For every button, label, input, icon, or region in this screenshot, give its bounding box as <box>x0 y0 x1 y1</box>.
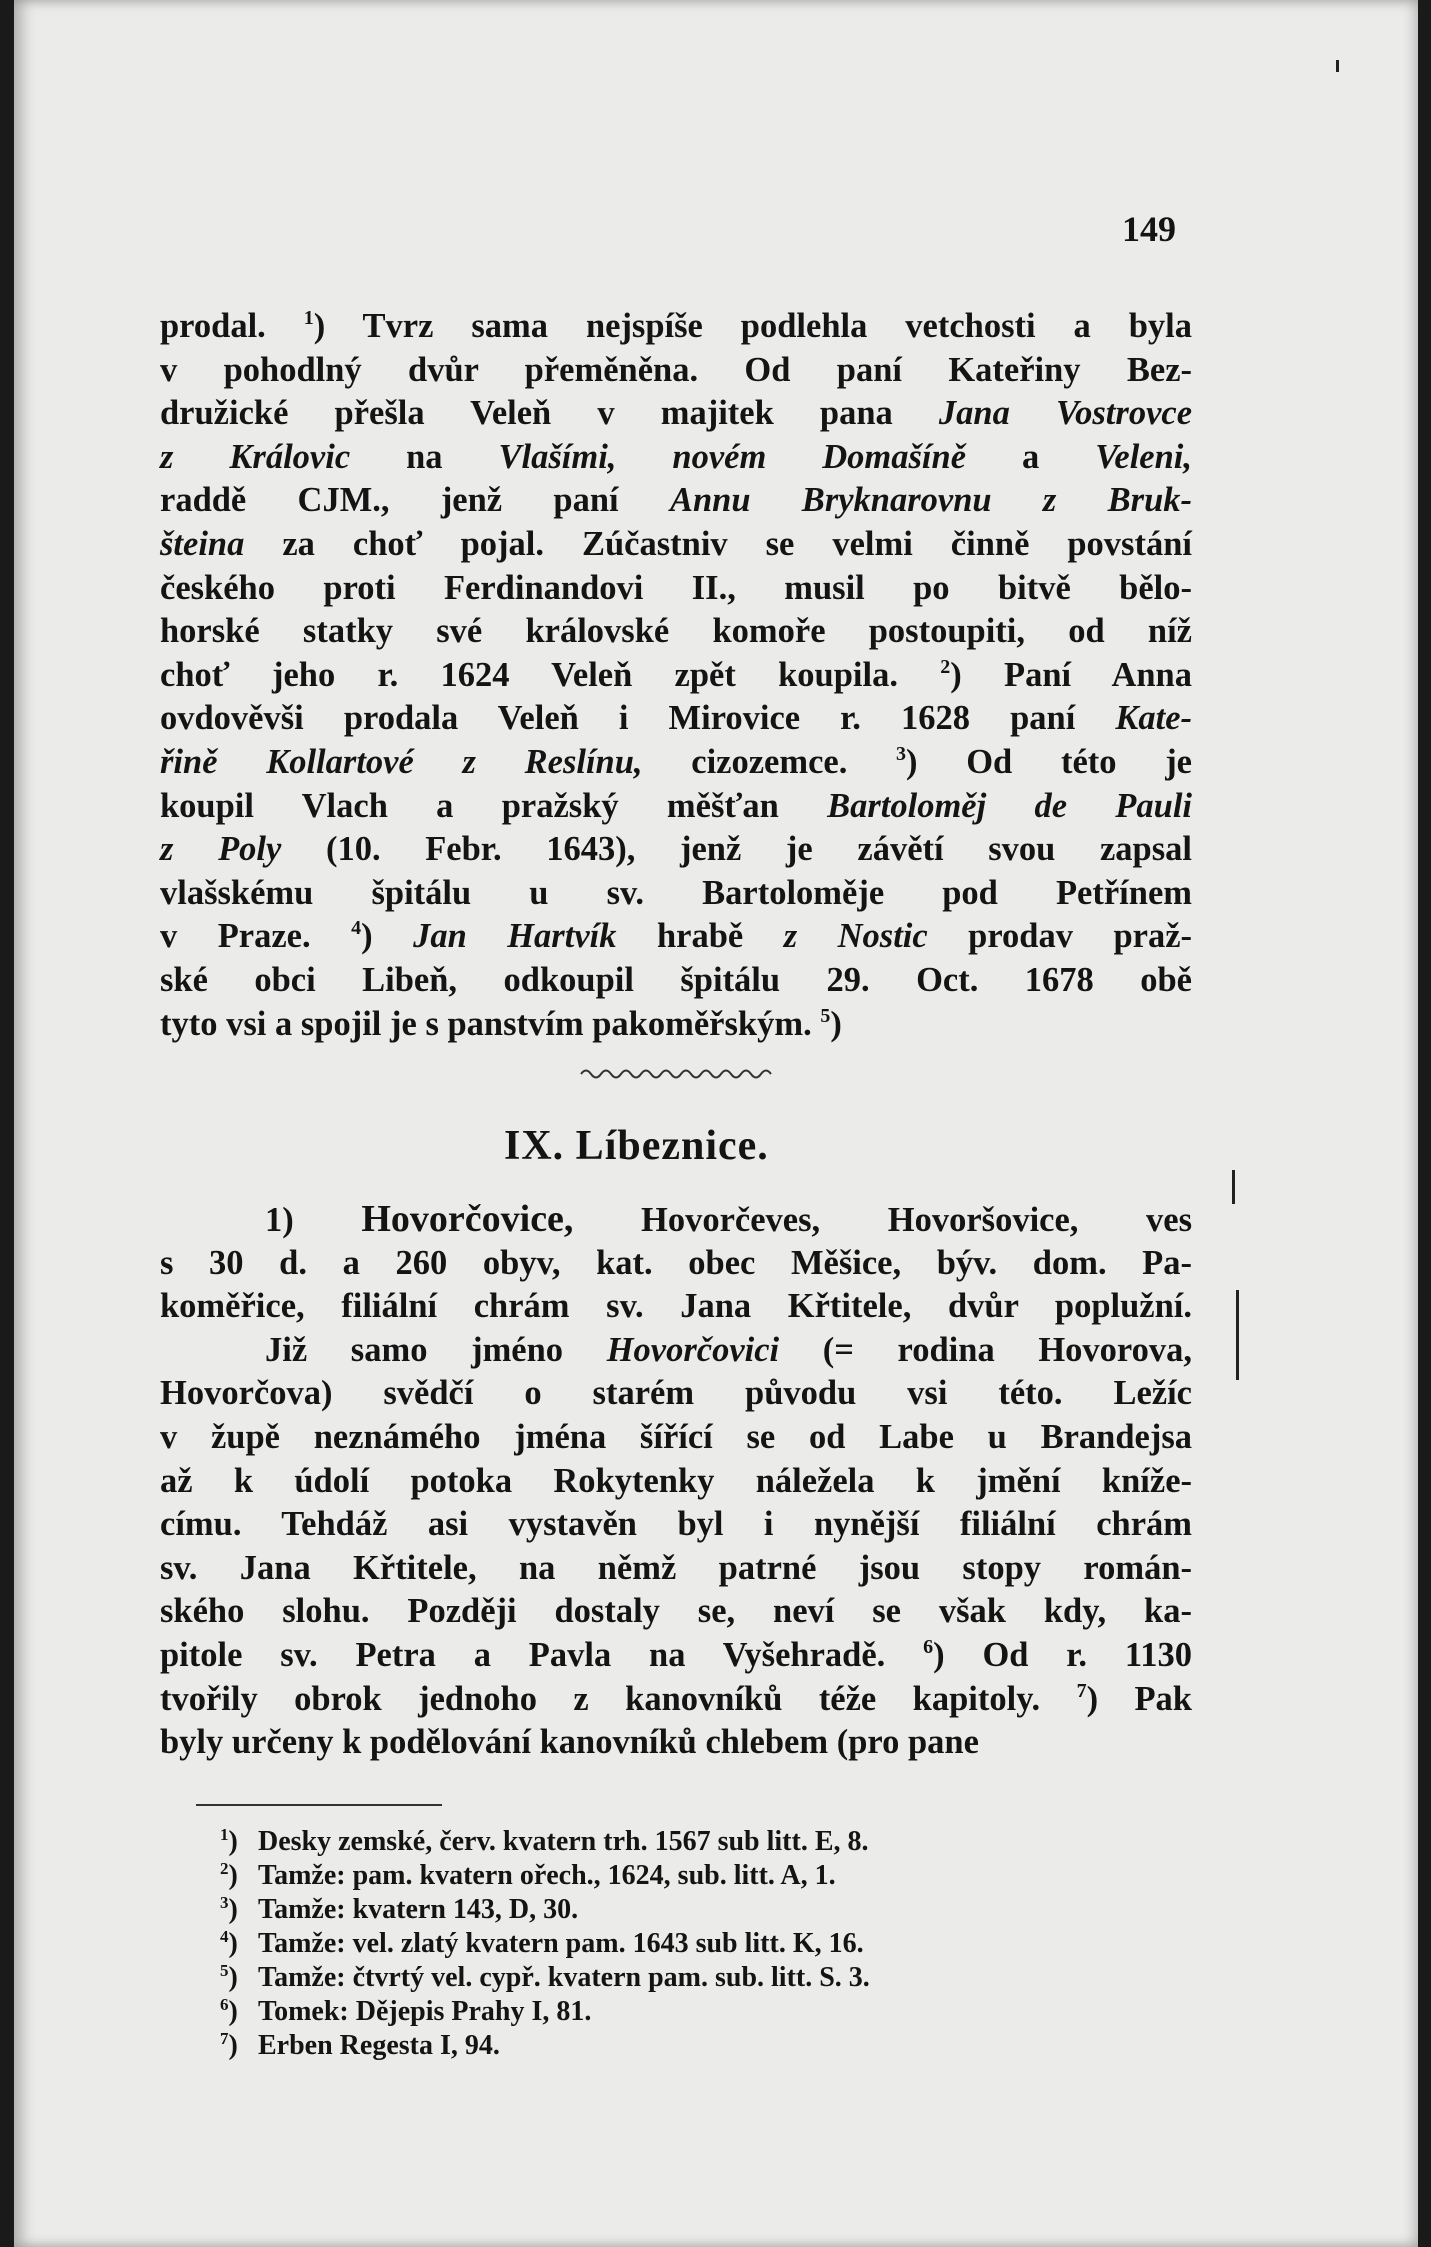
footnote-text: Tamže: vel. zlatý kvatern pam. 1643 sub litt. K, 16. <box>258 1928 864 1959</box>
text-run: na <box>350 437 499 476</box>
text-run: pitole sv. Petra a Pavla na Vyšehradě. <box>160 1635 924 1674</box>
footnote-ref: 4 <box>351 917 362 940</box>
text-run: v župě neznámého jména šířící se od Labe u Brandejsa <box>160 1417 1192 1456</box>
footnote-mark: $^5$) <box>220 1961 238 1993</box>
footnote-text: Erben Regesta I, 94. <box>258 2030 500 2061</box>
margin-mark <box>1336 60 1339 72</box>
text-run: s 30 d. a 260 obyv, kat. obec Měšice, býv. dom. Pa- <box>160 1243 1192 1282</box>
text-line <box>160 1198 1192 1242</box>
italic-name: řině Kollartové z Reslínu, <box>160 742 643 781</box>
text-run: choť jeho r. 1624 Veleň zpět koupila. <box>160 655 941 694</box>
text-line <box>160 1003 1192 1047</box>
text-line <box>160 523 1192 567</box>
text-line <box>160 1590 1192 1634</box>
text-run: družické přešla Veleň v majitek pana <box>160 394 939 433</box>
footnote-number: 5 <box>220 1961 229 1980</box>
footnote-text: Desky zemské, červ. kvatern trh. 1567 sub litt. E, 8. <box>258 1826 869 1857</box>
text-line <box>160 1372 1192 1416</box>
text-line <box>160 305 1192 349</box>
text-run: Již samo jméno <box>265 1330 607 1369</box>
text-run: tvořily obrok jednoho z kanovníků téže kapitoly. <box>160 1679 1077 1718</box>
text-line <box>160 479 1192 523</box>
footnote <box>220 1859 1120 1893</box>
margin-mark <box>1236 1290 1239 1380</box>
text-run: Hovorčova) svědčí o starém původu vsi této. Ležíc <box>160 1374 1192 1413</box>
text-run: ovdověvši prodala Veleň i Mirovice r. 1628 paní <box>160 699 1116 738</box>
footnote-text: Tamže: kvatern 143, D, 30. <box>258 1894 579 1925</box>
text-run: v pohodlný dvůr přeměněna. Od paní Kateřiny Bez- <box>160 350 1192 389</box>
footnote-number: 2 <box>220 1859 229 1878</box>
footnote <box>220 1995 1120 2029</box>
italic-name: Vlašími, novém Domašíně <box>498 437 967 476</box>
footnote <box>220 1893 1120 1927</box>
footnote-ref: 3 <box>896 742 907 765</box>
text-run: ) Od r. 1130 <box>933 1635 1192 1674</box>
footnote-mark: $^2$) <box>220 1859 238 1891</box>
text-line <box>160 828 1192 872</box>
text-run: hrabě <box>616 917 784 956</box>
italic-name: Annu Bryknarovnu z Bruk- <box>669 481 1192 520</box>
footnote-text: Tomek: Dějepis Prahy I, 81. <box>258 1996 592 2027</box>
footnote <box>220 2029 1120 2063</box>
italic-name: z Nostic <box>783 917 928 956</box>
italic-name: z Poly <box>160 830 282 869</box>
text-line <box>160 1503 1192 1547</box>
section-heading: IX. Líbeznice. <box>504 1123 769 1169</box>
footnote-number: 7 <box>220 2029 229 2048</box>
text-run: horské statky své královské komoře postoupiti, od níž <box>160 612 1192 651</box>
footnote <box>220 1961 1120 1995</box>
text-line <box>160 567 1192 611</box>
text-run: sv. Jana Křtitele, na němž patrné jsou stopy román- <box>160 1548 1192 1587</box>
text-run: prodav praž- <box>927 917 1193 956</box>
italic-name: Jana Vostrovce <box>938 394 1193 433</box>
text-run: českého proti Ferdinandovi II., musil po bitvě bělo- <box>160 568 1192 607</box>
text-run: 1) <box>265 1201 362 1239</box>
text-line <box>160 697 1192 741</box>
italic-name: Veleni, <box>1095 437 1192 476</box>
footnote-ref: 7 <box>1076 1679 1087 1702</box>
page-number: 149 <box>1122 209 1176 249</box>
text-run: až k údolí potoka Rokytenky náležela k jmění kníže- <box>160 1461 1192 1500</box>
body-paragraph <box>160 305 1192 1046</box>
footnote-ref: 6 <box>923 1635 934 1658</box>
text-line <box>160 1285 1192 1329</box>
text-run: za choť pojal. Zúčastniv se velmi činně povstání <box>244 524 1192 563</box>
text-line <box>160 392 1192 436</box>
footnote <box>220 1927 1120 1961</box>
text-run: raddě CJM., jenž paní <box>160 481 670 520</box>
footnote-ref: 2 <box>940 655 951 678</box>
text-line <box>160 741 1192 785</box>
text-run: a <box>966 437 1096 476</box>
text-run: ) Paní Anna <box>950 655 1192 694</box>
text-line <box>160 915 1192 959</box>
italic-name: Hovorčovici <box>606 1330 780 1369</box>
book-page <box>14 0 1418 2247</box>
footnotes <box>220 1825 1120 2063</box>
footnote-mark: $^3$) <box>220 1893 238 1925</box>
footnote-mark: $^6$) <box>220 1995 238 2027</box>
text-run: (= rodina Hovorova, <box>779 1330 1192 1369</box>
text-run: koměřice, filiální chrám sv. Jana Křtitele, dvůr poplužní. <box>160 1287 1192 1326</box>
ornament-divider <box>579 1063 779 1085</box>
text-run: v Praze. <box>160 917 352 956</box>
text-line <box>160 1242 1192 1286</box>
text-line <box>160 785 1192 829</box>
text-run: ské obci Libeň, odkoupil špitálu 29. Oct. 1678 obě <box>160 960 1192 999</box>
text-line <box>160 436 1192 480</box>
text-run: ) Od této je <box>906 742 1192 781</box>
text-run: prodal. <box>160 307 304 345</box>
footnote-number: 6 <box>220 1995 229 2014</box>
text-line <box>160 1416 1192 1460</box>
footnote-mark: $^7$) <box>220 2029 238 2061</box>
text-line <box>160 1460 1192 1504</box>
footnote-text: Tamže: čtvrtý vel. cypř. kvatern pam. sub. litt. S. 3. <box>258 1962 870 1993</box>
text-run: címu. Tehdáž asi vystavěn byl i nynější filiální chrám <box>160 1505 1192 1544</box>
footnote-ref: 1 <box>303 307 314 329</box>
text-line <box>160 654 1192 698</box>
text-run: ) Pak <box>1086 1679 1192 1718</box>
text-line <box>160 610 1192 654</box>
margin-mark <box>1232 1170 1235 1204</box>
footnote <box>220 1825 1120 1859</box>
italic-name: šteina <box>160 524 245 563</box>
text-line <box>160 1547 1192 1591</box>
footnote-divider <box>196 1804 442 1806</box>
footnote-number: 3 <box>220 1893 229 1912</box>
footnote-mark: $^1$) <box>220 1825 238 1857</box>
text-run: koupil Vlach a pražský měšťan <box>160 786 828 825</box>
text-run: byly určeny k podělování kanovníků chlebem (pro pane <box>160 1723 979 1762</box>
text-line <box>160 872 1192 916</box>
text-run: ) Tvrz sama nejspíše podlehla vetchosti a byla <box>313 307 1192 345</box>
entry-title: Hovorčovice, <box>361 1198 574 1240</box>
text-run: (10. Febr. 1643), jenž je závětí svou zapsal <box>281 830 1193 869</box>
text-run: ) <box>361 917 414 956</box>
text-run: tyto vsi a spojil je s panstvím pakoměřským. <box>160 1004 821 1043</box>
italic-name: Bartoloměj de Pauli <box>827 786 1192 825</box>
text-line <box>160 1678 1192 1722</box>
footnote-number: 1 <box>220 1825 229 1844</box>
footnote-text: Tamže: pam. kvatern ořech., 1624, sub. litt. A, 1. <box>258 1860 836 1891</box>
text-run: cizozemce. <box>642 742 897 781</box>
footnote-mark: $^4$) <box>220 1927 238 1959</box>
text-line <box>160 959 1192 1003</box>
text-run: ského slohu. Později dostaly se, neví se však kdy, ka- <box>160 1592 1192 1631</box>
footnote-number: 4 <box>220 1927 229 1946</box>
text-line <box>160 1329 1192 1373</box>
text-line <box>160 1721 1192 1765</box>
text-run: vlašskému špitálu u sv. Bartoloměje pod Petřínem <box>160 873 1192 912</box>
section-paragraph <box>160 1198 1192 1765</box>
text-line <box>160 1634 1192 1678</box>
italic-name: Kate- <box>1115 699 1192 738</box>
text-run: ) <box>830 1004 842 1043</box>
italic-name: Jan Hartvík <box>413 917 617 956</box>
footnote-ref: 5 <box>820 1004 831 1027</box>
text-run: Hovorčeves, Hovoršovice, ves <box>573 1201 1192 1239</box>
italic-name: z Královic <box>160 437 351 476</box>
text-line <box>160 349 1192 393</box>
